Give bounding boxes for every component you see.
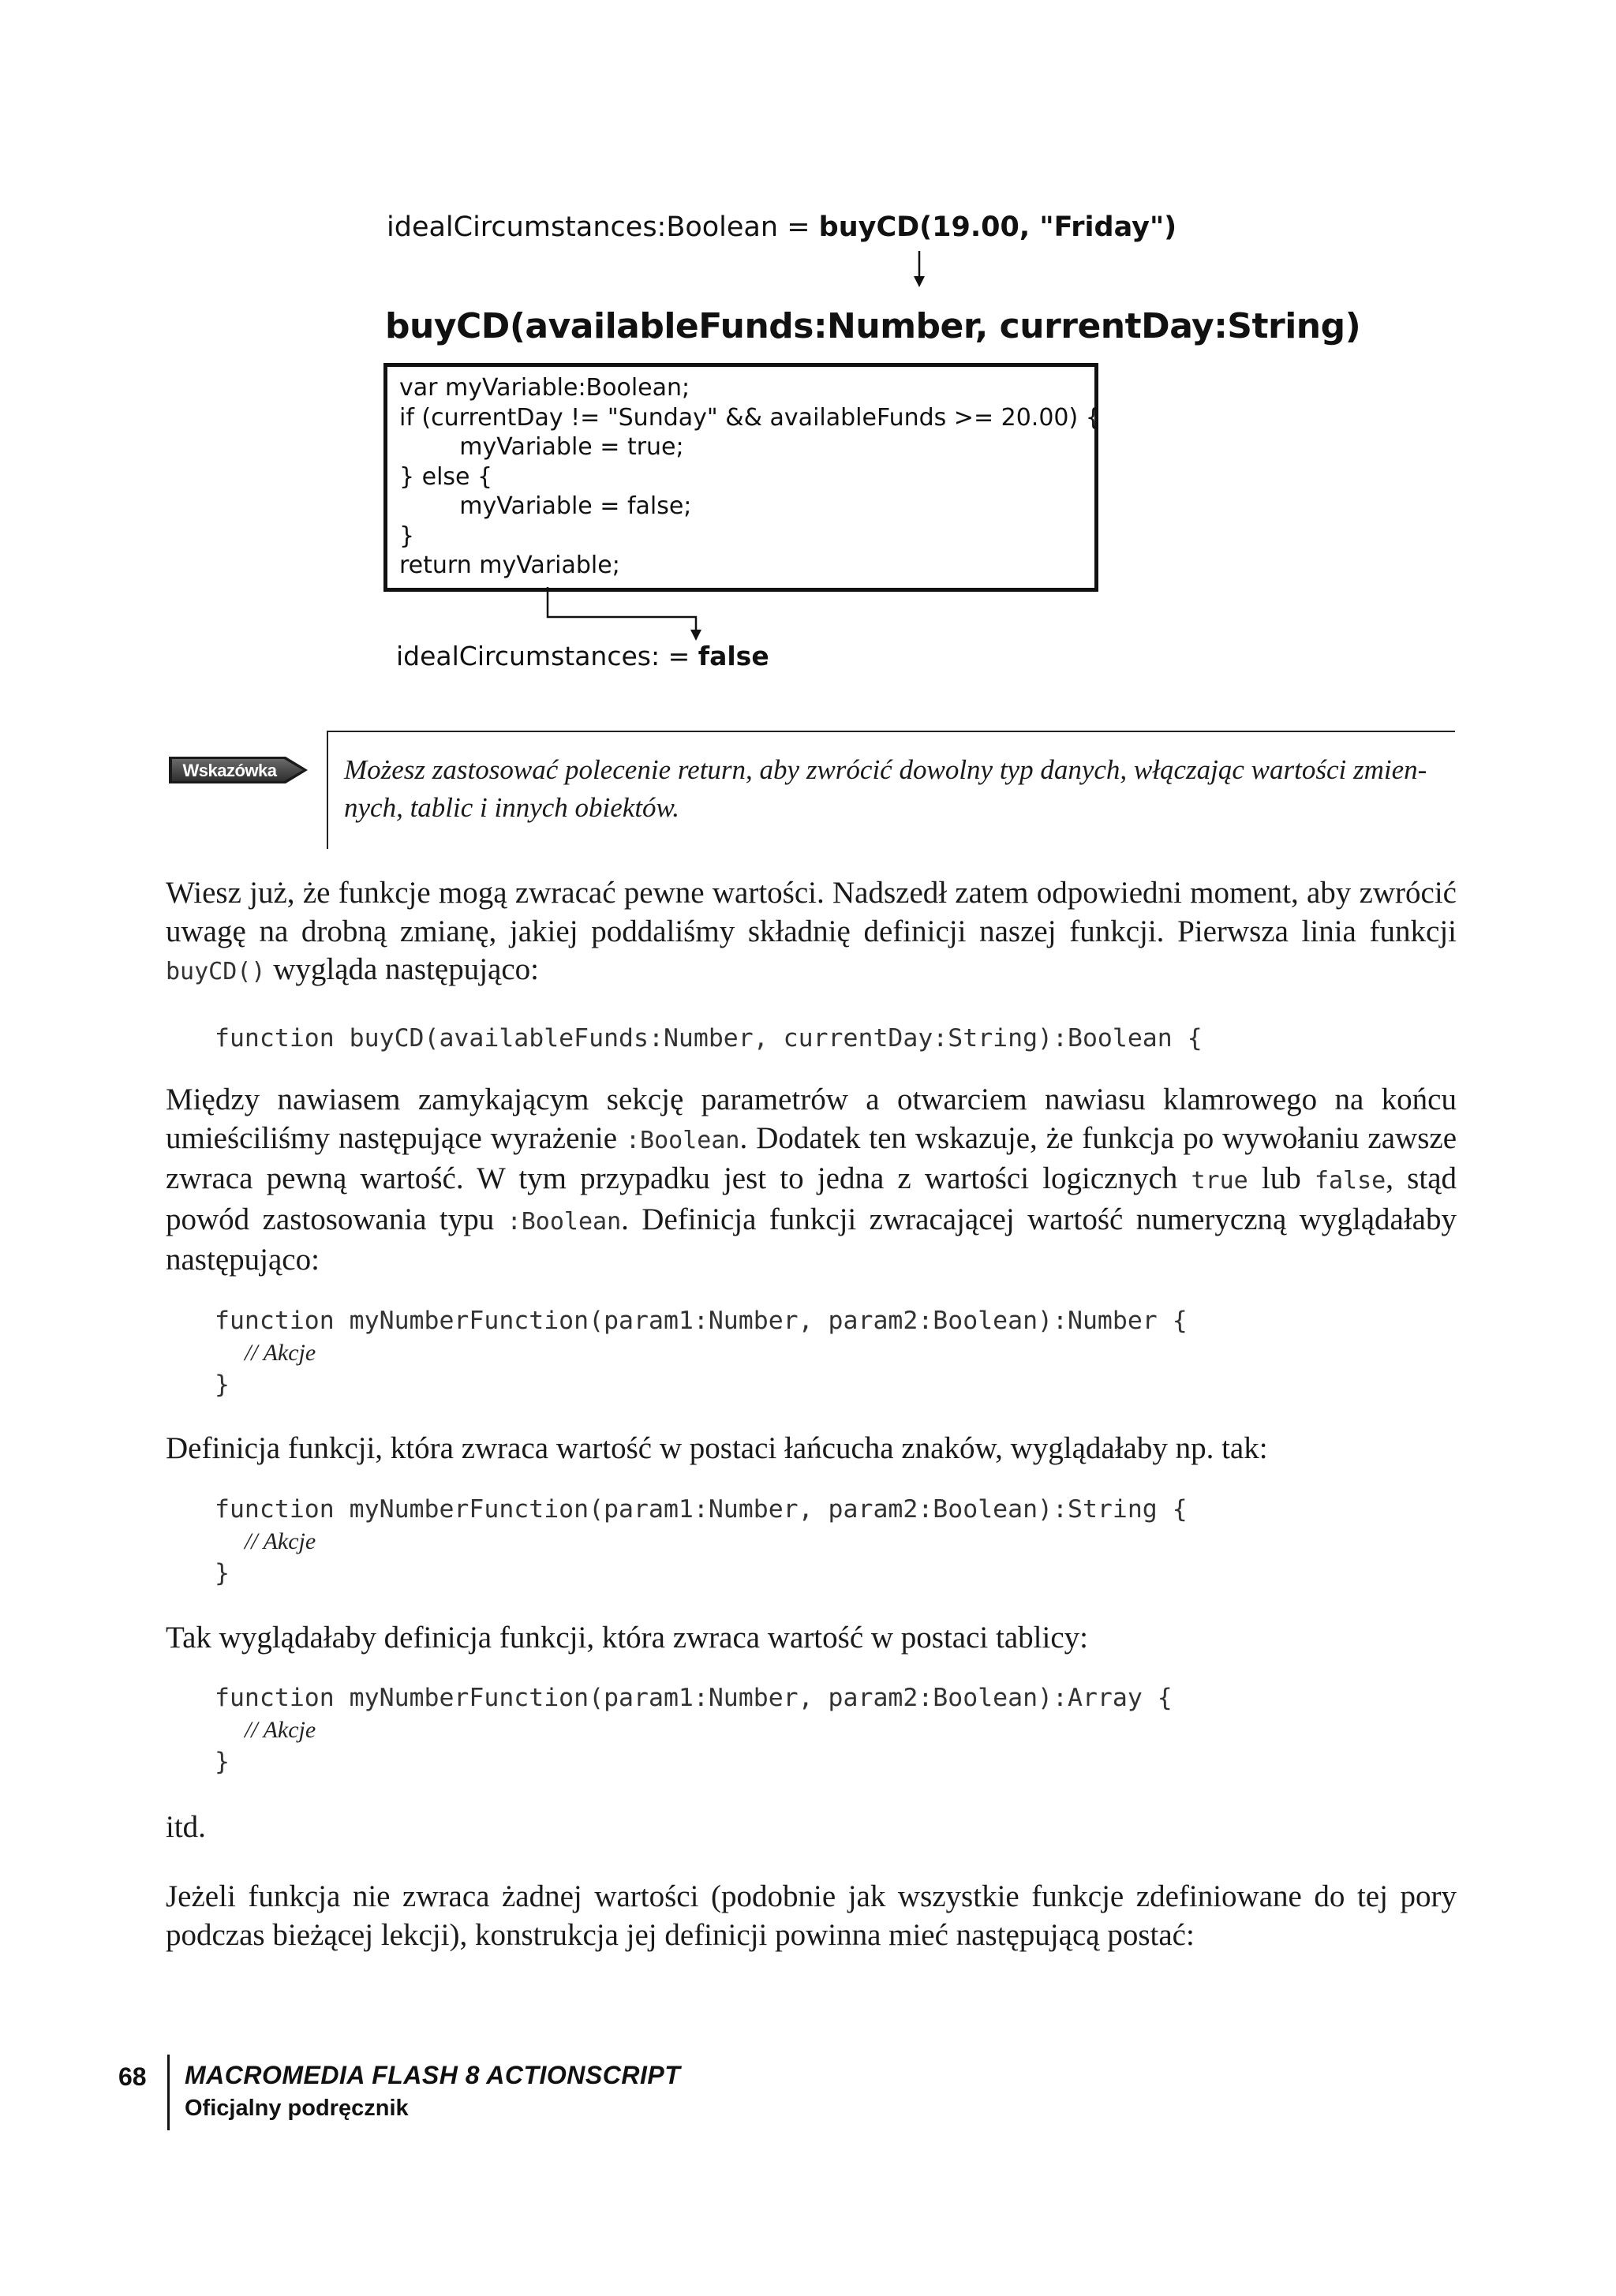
tip-text-line: Możesz zastosować polecenie return, aby zwrócić dowolny typ danych, włączając wartości zmien- (344, 754, 1427, 785)
paragraph-text: . Definicja funkcji zwracającej wartość numeryczną wyglądałaby następująco: (166, 1202, 1457, 1277)
code-block (215, 1494, 1188, 1589)
down-arrow-icon (907, 251, 931, 287)
code-block (215, 1682, 1173, 1778)
paragraph (166, 874, 1457, 992)
figure-code (399, 373, 1101, 581)
figure-code-line: } (399, 522, 415, 550)
inline-code: buyCD() (166, 958, 266, 985)
footer-book-title: MACROMEDIA FLASH 8 ACTIONSCRIPT (185, 2061, 681, 2089)
figure-result-bold: false (698, 641, 769, 671)
paragraph: Jeżeli funkcja nie zwraca żadnej wartości (podobnie jak wszystkie funkcje zdefiniowane do tej pory podczas bieżącej lekcji), konstrukcja jej definicji powinna mieć następującą postać: (166, 1879, 1457, 1952)
figure-call-bold: buyCD(19.00, "Friday") (818, 211, 1177, 243)
tip-left-rule (327, 732, 328, 849)
paragraph-text: wygląda następująco: (265, 952, 539, 986)
paragraph-text: , stąd powód zastosowania typu (166, 1161, 1457, 1236)
code-line: } (215, 1370, 230, 1399)
elbow-arrow-icon (544, 587, 710, 642)
code-comment: // Akcje (244, 1528, 316, 1554)
figure-result-prefix: idealCircumstances: = (396, 641, 698, 671)
code-line: } (215, 1748, 230, 1776)
paragraph (166, 1081, 1457, 1280)
figure-code-line: var myVariable:Boolean; (399, 374, 690, 402)
code-block (215, 1023, 1203, 1054)
code-line: } (215, 1559, 230, 1587)
code-line: function myNumberFunction(param1:Number, param2:Boolean):Number { (215, 1307, 1188, 1335)
code-comment: // Akcje (244, 1717, 316, 1743)
figure-code-line: } else { (399, 462, 493, 491)
figure-result (396, 641, 769, 671)
paragraph: Definicja funkcji, która zwraca wartość w postaci łańcucha znaków, wyglądałaby np. tak: (166, 1431, 1268, 1465)
inline-code: :Boolean (507, 1207, 622, 1236)
inline-code: :Boolean (626, 1126, 740, 1154)
page-number: 68 (118, 2062, 147, 2091)
figure-code-line: myVariable = true; (399, 433, 684, 461)
code-line: function myNumberFunction(param1:Number, param2:Boolean):Array { (215, 1684, 1173, 1712)
code-line: function myNumberFunction(param1:Number, param2:Boolean):String { (215, 1495, 1188, 1524)
tip-text-line: nych, tablic i innych obiektów. (344, 792, 680, 823)
figure-signature: buyCD(availableFunds:Number, currentDay:String) (385, 306, 1361, 346)
figure-code-line: if (currentDay != "Sunday" && availableFunds >= 20.00) { (399, 403, 1101, 432)
code-line: function buyCD(availableFunds:Number, currentDay:String):Boolean { (215, 1024, 1203, 1053)
footer-divider (167, 2055, 170, 2130)
paragraph-text: lub (1248, 1161, 1315, 1195)
tip-top-rule (327, 731, 1455, 732)
paragraph-text: Wiesz już, że funkcje mogą zwracać pewne wartości. Nadszedł zatem odpowiedni moment, aby zwrócić uwagę na drobną zmianę, jakiej poddaliśmy składnię definicji naszej funkcji. Pierwsza linia funkcji (166, 876, 1457, 948)
paragraph: itd. (166, 1810, 206, 1844)
figure-call-line (387, 211, 1176, 243)
footer-book-subtitle: Oficjalny podręcznik (185, 2096, 409, 2121)
paragraph-text: Między nawiasem zamykającym sekcję parametrów a otwarciem nawiasu klamrowego na końcu umieściliśmy następujące wyrażenie (166, 1083, 1457, 1155)
tip-badge-label: Wskazówka (182, 761, 277, 780)
figure-code-line: return myVariable; (399, 552, 620, 579)
paragraph: Tak wyglądałaby definicja funkcji, która zwraca wartość w postaci tablicy: (166, 1621, 1088, 1655)
code-block (215, 1305, 1188, 1400)
tip-text (344, 751, 1449, 827)
figure-code-line: myVariable = false; (399, 492, 692, 520)
inline-code: true (1191, 1167, 1248, 1195)
inline-code: false (1314, 1167, 1386, 1195)
code-comment: // Akcje (244, 1340, 316, 1366)
paragraph-text: . Dodatek ten wskazuje, że funkcja po wywołaniu zawsze zwraca pewną wartość. W tym przypadku jest to jedna z wartości logicznych (166, 1120, 1457, 1195)
figure-call-prefix: idealCircumstances:Boolean = (387, 211, 819, 243)
